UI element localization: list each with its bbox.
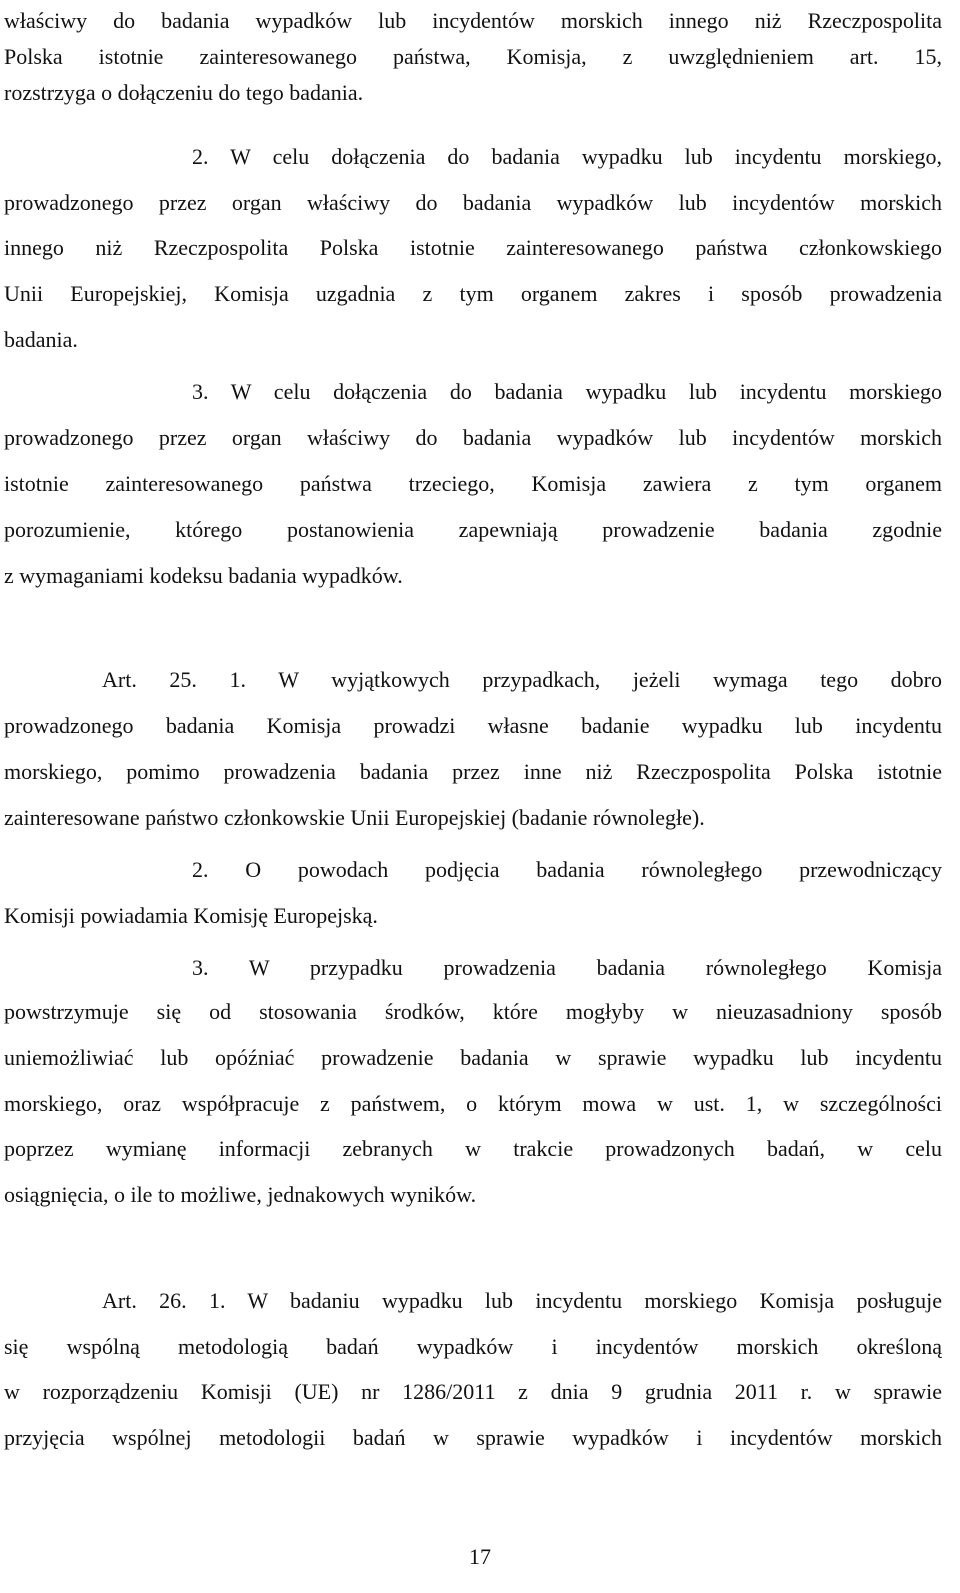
paragraph-start-line: 3. W przypadku prowadzenia badania równoległego Komisja [192,955,942,980]
text-line: z wymaganiami kodeksu badania wypadków. [4,563,403,588]
text-line: istotnie zainteresowanego państwa trzeciego, Komisja zawiera z tym organem [4,471,942,496]
paragraph-start-line: 2. O powodach podjęcia badania równoległego przewodniczący [192,857,942,882]
page-number: 17 [469,1544,491,1569]
text-line: w rozporządzeniu Komisji (UE) nr 1286/2011 z dnia 9 grudnia 2011 r. w sprawie [4,1379,942,1404]
text-line: się wspólną metodologią badań wypadków i incydentów morskich określoną [4,1334,942,1359]
article-start-line: Art. 26. 1. W badaniu wypadku lub incydentu morskiego Komisja posługuje [102,1288,942,1313]
text-line: Komisji powiadamia Komisję Europejską. [4,903,378,928]
text-line: prowadzonego badania Komisja prowadzi własne badanie wypadku lub incydentu [4,713,942,738]
text-line: rozstrzyga o dołączeniu do tego badania. [4,80,364,105]
text-line: prowadzonego przez organ właściwy do badania wypadków lub incydentów morskich [4,190,942,215]
text-line: uniemożliwiać lub opóźniać prowadzenie badania w sprawie wypadku lub incydentu [4,1045,942,1070]
text-line: morskiego, pomimo prowadzenia badania przez inne niż Rzeczpospolita Polska istotnie [4,759,942,784]
text-line: zainteresowane państwo członkowskie Unii Europejskiej (badanie równoległe). [4,805,705,830]
article-start-line: Art. 25. 1. W wyjątkowych przypadkach, jeżeli wymaga tego dobro [102,667,942,692]
paragraph-start-line: 2. W celu dołączenia do badania wypadku lub incydentu morskiego, [192,144,942,169]
text-line: poprzez wymianę informacji zebranych w trakcie prowadzonych badań, w celu [4,1136,942,1161]
text-line: morskiego, oraz współpracuje z państwem, o którym mowa w ust. 1, w szczególności [4,1091,942,1116]
paragraph-start-line: 3. W celu dołączenia do badania wypadku lub incydentu morskiego [192,379,942,404]
text-line: osiągnięcia, o ile to możliwe, jednakowych wyników. [4,1182,477,1207]
text-line: powstrzymuje się od stosowania środków, które mogłyby w nieuzasadniony sposób [4,999,942,1024]
text-line: Unii Europejskiej, Komisja uzgadnia z tym organem zakres i sposób prowadzenia [4,281,942,306]
text-line: Polska istotnie zainteresowanego państwa, Komisja, z uwzględnieniem art. 15, [4,44,942,69]
text-line: porozumienie, którego postanowienia zapewniają prowadzenie badania zgodnie [4,517,942,542]
text-line: właściwy do badania wypadków lub incydentów morskich innego niż Rzeczpospolita [4,8,942,33]
text-line: badania. [4,327,78,352]
text-line: innego niż Rzeczpospolita Polska istotnie zainteresowanego państwa członkowskiego [4,235,942,260]
text-line: przyjęcia wspólnej metodologii badań w sprawie wypadków i incydentów morskich [4,1425,942,1450]
text-line: prowadzonego przez organ właściwy do badania wypadków lub incydentów morskich [4,425,942,450]
